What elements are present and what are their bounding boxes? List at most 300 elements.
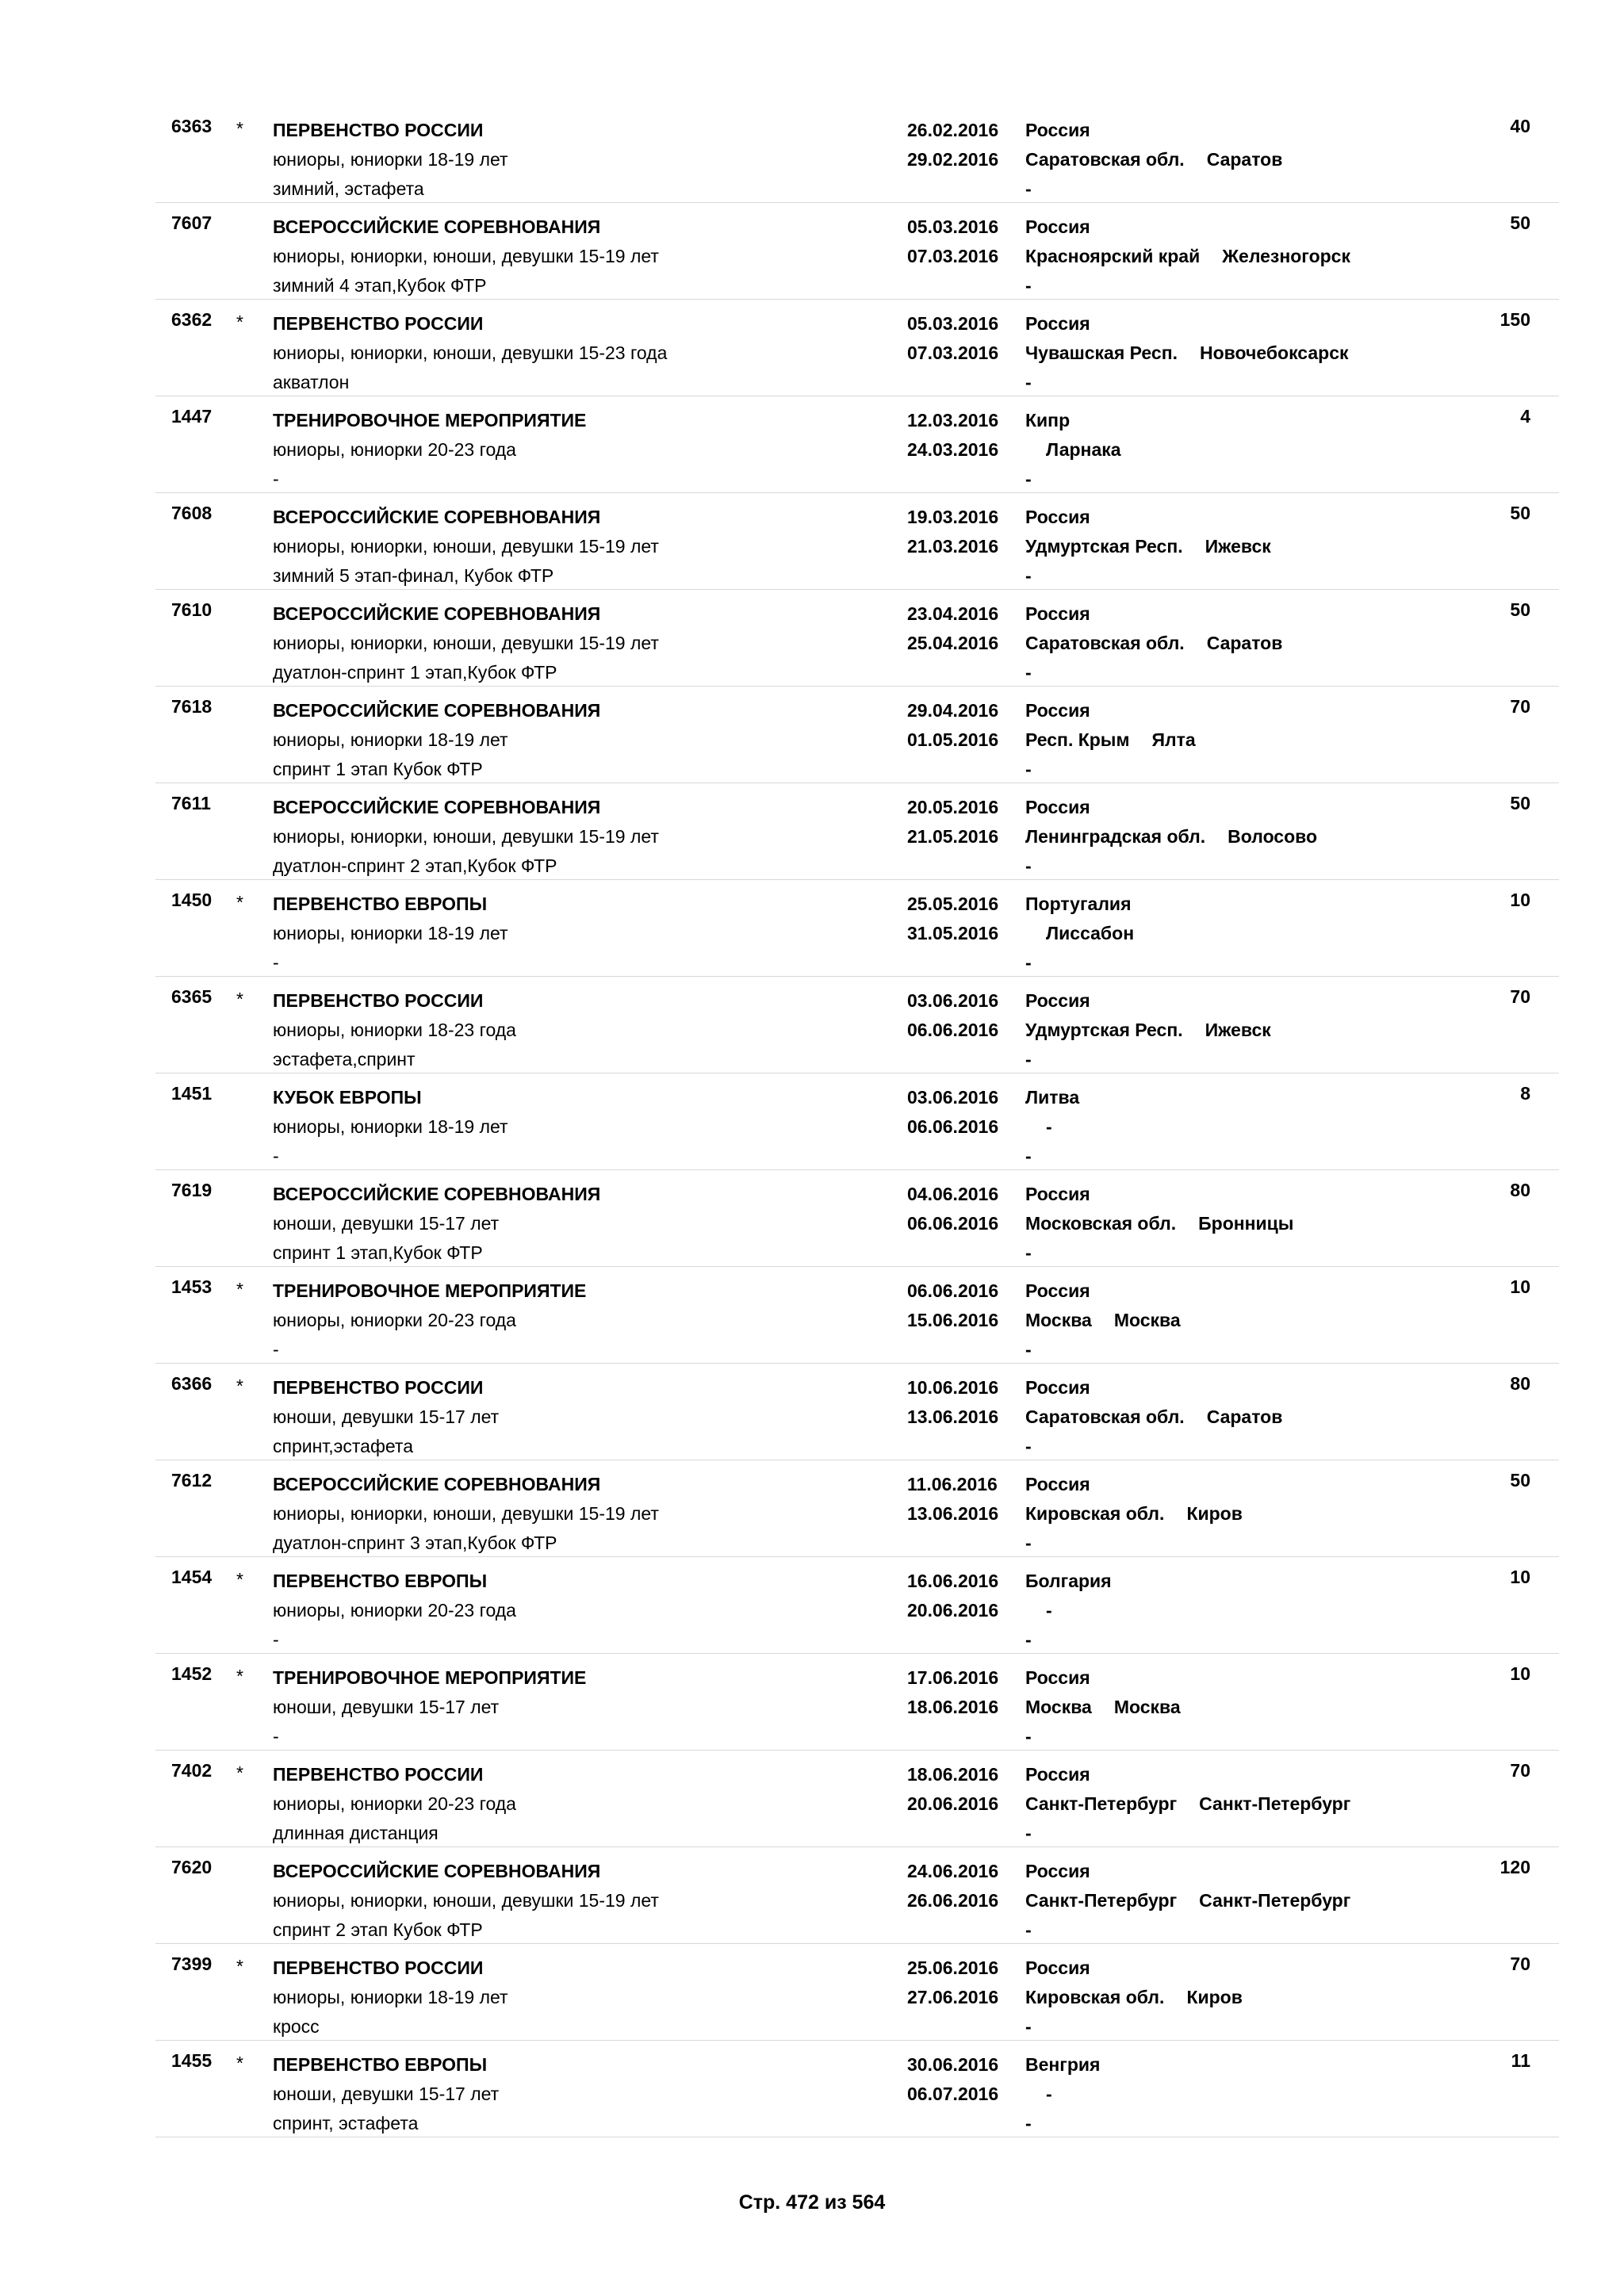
participant-count: 10 (1510, 890, 1530, 910)
location-country: Россия (1025, 1861, 1090, 1881)
event-note: - (273, 469, 279, 489)
location-country: Россия (1025, 120, 1090, 140)
event-age-group: юниоры, юниорки, юноши, девушки 15-19 лет (273, 1503, 659, 1524)
event-note: зимний 5 этап-финал, Кубок ФТР (273, 565, 554, 586)
date-from: 03.06.2016 (907, 990, 999, 1011)
event-note: дуатлон-спринт 2 этап,Кубок ФТР (273, 855, 557, 876)
location-city: Лиссабон (1046, 923, 1135, 943)
event-title: ВСЕРОССИЙСКИЕ СОРЕВНОВАНИЯ (273, 1184, 601, 1204)
date-from: 10.06.2016 (907, 1377, 999, 1398)
event-location (1025, 309, 1349, 397)
location-country: Россия (1025, 797, 1090, 817)
event-title: ПЕРВЕНСТВО РОССИИ (273, 1764, 484, 1785)
priority-star-icon: * (236, 312, 243, 332)
location-country: Литва (1025, 1087, 1080, 1108)
location-region: Саратовская обл. (1025, 633, 1185, 653)
location-country: Кипр (1025, 410, 1071, 430)
page-footer (0, 2191, 1624, 2214)
event-age-group: юниоры, юниорки, юноши, девушки 15-19 лет (273, 1890, 659, 1911)
location-city: Киров (1186, 1987, 1243, 2007)
location-city: Саратов (1206, 1406, 1283, 1427)
event-entry (155, 1170, 1559, 1267)
location-region: Красноярский край (1025, 246, 1201, 266)
priority-star-icon: * (236, 1956, 243, 1976)
event-info (273, 986, 516, 1074)
page-number: Стр. 472 из 564 (738, 2191, 886, 2214)
location-region-city (1025, 1112, 1079, 1142)
location-country: Португалия (1025, 894, 1132, 914)
date-from: 23.04.2016 (907, 603, 999, 624)
location-region: Удмуртская Респ. (1025, 536, 1183, 557)
event-id: 6366 (171, 1373, 213, 1394)
event-note: спринт,эстафета (273, 1436, 413, 1456)
event-note: спринт 1 этап Кубок ФТР (273, 759, 483, 779)
date-from: 06.06.2016 (907, 1280, 999, 1301)
date-from: 04.06.2016 (907, 1184, 999, 1204)
location-country: Россия (1025, 603, 1090, 624)
date-from: 05.03.2016 (907, 216, 999, 237)
participant-count: 8 (1520, 1083, 1530, 1104)
date-to: 07.03.2016 (907, 342, 999, 363)
priority-star-icon: * (236, 118, 243, 139)
location-city: Бронницы (1198, 1213, 1294, 1234)
event-dates (907, 1760, 998, 1819)
event-title: ВСЕРОССИЙСКИЕ СОРЕВНОВАНИЯ (273, 1861, 601, 1881)
event-age-group: юниоры, юниорки 18-19 лет (273, 923, 508, 943)
location-country: Венгрия (1025, 2054, 1101, 2075)
location-extra: - (1025, 372, 1032, 392)
location-region: Саратовская обл. (1025, 1406, 1185, 1427)
location-region-city (1025, 629, 1282, 658)
location-region: Санкт-Петербург (1025, 1890, 1178, 1911)
event-location (1025, 1373, 1282, 1461)
event-id: 6362 (171, 309, 213, 330)
event-info (273, 793, 659, 881)
location-extra: - (1025, 1823, 1032, 1843)
event-note: зимний, эстафета (273, 178, 424, 199)
location-city: - (1046, 1600, 1052, 1621)
event-entry (155, 880, 1559, 977)
event-entry (155, 590, 1559, 687)
location-region-city (1025, 1499, 1243, 1529)
location-city: Саратов (1206, 633, 1283, 653)
location-region-city (1025, 435, 1121, 465)
location-region-city (1025, 1693, 1181, 1722)
location-extra: - (1025, 662, 1032, 683)
event-dates (907, 309, 998, 368)
event-age-group: юноши, девушки 15-17 лет (273, 1697, 500, 1717)
location-extra: - (1025, 1436, 1032, 1456)
event-dates (907, 986, 998, 1045)
location-region-city (1025, 1016, 1271, 1045)
date-to: 20.06.2016 (907, 1793, 999, 1814)
event-info (273, 890, 508, 978)
event-info (273, 1954, 508, 2042)
event-title: ТРЕНИРОВОЧНОЕ МЕРОПРИЯТИЕ (273, 410, 587, 430)
participant-count: 70 (1510, 986, 1530, 1007)
date-from: 17.06.2016 (907, 1667, 999, 1688)
event-location (1025, 890, 1134, 978)
event-dates (907, 1373, 998, 1432)
event-id: 6363 (171, 116, 213, 136)
location-country: Россия (1025, 1280, 1090, 1301)
event-location (1025, 2050, 1100, 2138)
event-entry (155, 1751, 1559, 1847)
event-note: - (273, 952, 279, 973)
location-extra: - (1025, 275, 1032, 296)
event-info (273, 1373, 499, 1461)
location-region-city (1025, 1402, 1282, 1432)
event-age-group: юниоры, юниорки, юноши, девушки 15-19 лет (273, 826, 659, 847)
location-city: Ларнака (1046, 439, 1121, 460)
event-title: ВСЕРОССИЙСКИЕ СОРЕВНОВАНИЯ (273, 216, 601, 237)
event-note: - (273, 1629, 279, 1650)
location-extra: - (1025, 1629, 1032, 1650)
event-id: 7619 (171, 1180, 213, 1200)
location-city: Санкт-Петербург (1199, 1890, 1351, 1911)
location-region: Кировская обл. (1025, 1987, 1165, 2007)
location-extra: - (1025, 759, 1032, 779)
date-from: 29.04.2016 (907, 700, 999, 721)
location-city: Киров (1186, 1503, 1243, 1524)
priority-star-icon: * (236, 892, 243, 913)
event-location (1025, 1663, 1181, 1751)
event-dates (907, 1857, 998, 1915)
event-location (1025, 1954, 1243, 2042)
event-info (273, 503, 659, 591)
date-from: 20.05.2016 (907, 797, 999, 817)
event-entry (155, 1267, 1559, 1364)
event-location (1025, 793, 1317, 881)
event-age-group: юниоры, юниорки 20-23 года (273, 1600, 516, 1621)
date-from: 24.06.2016 (907, 1861, 999, 1881)
location-extra: - (1025, 1146, 1032, 1166)
date-from: 25.05.2016 (907, 894, 999, 914)
participant-count: 80 (1510, 1373, 1530, 1394)
date-to: 18.06.2016 (907, 1697, 999, 1717)
location-region: Санкт-Петербург (1025, 1793, 1178, 1814)
location-region-city (1025, 1789, 1350, 1819)
location-region-city (1025, 1306, 1181, 1335)
location-extra: - (1025, 469, 1032, 489)
event-note: дуатлон-спринт 1 этап,Кубок ФТР (273, 662, 557, 683)
location-country: Россия (1025, 216, 1090, 237)
location-region: Московская обл. (1025, 1213, 1177, 1234)
event-note: - (273, 1146, 279, 1166)
event-title: ПЕРВЕНСТВО РОССИИ (273, 313, 484, 334)
participant-count: 50 (1510, 1470, 1530, 1490)
location-city: Ижевск (1205, 536, 1271, 557)
event-id: 1453 (171, 1276, 213, 1297)
priority-star-icon: * (236, 1569, 243, 1590)
event-info (273, 1180, 600, 1268)
location-city: Москва (1113, 1310, 1181, 1330)
participant-count: 11 (1511, 2050, 1530, 2071)
participant-count: 150 (1500, 309, 1530, 330)
location-extra: - (1025, 952, 1032, 973)
event-dates (907, 116, 998, 174)
event-title: ВСЕРОССИЙСКИЕ СОРЕВНОВАНИЯ (273, 603, 601, 624)
location-extra: - (1025, 1726, 1032, 1747)
date-to: 21.03.2016 (907, 536, 999, 557)
participant-count: 50 (1510, 793, 1530, 813)
priority-star-icon: * (236, 1279, 243, 1299)
location-country: Болгария (1025, 1571, 1112, 1591)
event-info (273, 1760, 516, 1848)
location-city: Санкт-Петербург (1199, 1793, 1351, 1814)
event-note: дуатлон-спринт 3 этап,Кубок ФТР (273, 1533, 557, 1553)
location-extra: - (1025, 1919, 1032, 1940)
event-title: ВСЕРОССИЙСКИЕ СОРЕВНОВАНИЯ (273, 507, 601, 527)
event-note: эстафета,спринт (273, 1049, 416, 1070)
event-location (1025, 212, 1350, 300)
event-entry (155, 1364, 1559, 1460)
event-location (1025, 406, 1121, 494)
event-location (1025, 986, 1271, 1074)
event-info (273, 1663, 586, 1751)
event-note: зимний 4 этап,Кубок ФТР (273, 275, 487, 296)
location-country: Россия (1025, 700, 1090, 721)
event-note: - (273, 1726, 279, 1747)
event-entry (155, 493, 1559, 590)
event-dates (907, 2050, 998, 2109)
location-region-city (1025, 339, 1349, 368)
date-from: 30.06.2016 (907, 2054, 999, 2075)
location-country: Россия (1025, 313, 1090, 334)
event-title: ПЕРВЕНСТВО ЕВРОПЫ (273, 2054, 488, 2075)
location-region-city (1025, 822, 1317, 851)
date-from: 11.06.2016 (907, 1474, 998, 1494)
location-country: Россия (1025, 1474, 1090, 1494)
location-country: Россия (1025, 1764, 1090, 1785)
location-region-city (1025, 145, 1282, 174)
event-note: спринт 2 этап Кубок ФТР (273, 1919, 483, 1940)
event-id: 1455 (171, 2050, 213, 2071)
event-id: 7402 (171, 1760, 213, 1781)
event-id: 1452 (171, 1663, 213, 1684)
event-info (273, 696, 600, 784)
event-location (1025, 1470, 1243, 1558)
location-city: Железногорск (1222, 246, 1350, 266)
event-note: акватлон (273, 372, 350, 392)
event-dates (907, 503, 998, 561)
date-from: 16.06.2016 (907, 1571, 999, 1591)
event-location (1025, 503, 1271, 591)
location-city: Новочебоксарск (1200, 342, 1349, 363)
location-city: Ялта (1151, 729, 1196, 750)
location-country: Россия (1025, 1667, 1090, 1688)
event-info (273, 1470, 659, 1558)
event-note: - (273, 1339, 279, 1360)
date-to: 06.06.2016 (907, 1213, 999, 1234)
location-city: Москва (1113, 1697, 1181, 1717)
event-id: 7399 (171, 1954, 213, 1974)
location-region-city (1025, 532, 1271, 561)
participant-count: 40 (1510, 116, 1530, 136)
event-title: ВСЕРОССИЙСКИЕ СОРЕВНОВАНИЯ (273, 797, 601, 817)
event-entry (155, 1557, 1559, 1654)
location-region: Саратовская обл. (1025, 149, 1185, 170)
event-location (1025, 1180, 1293, 1268)
date-to: 07.03.2016 (907, 246, 999, 266)
priority-star-icon: * (236, 2053, 243, 2073)
participant-count: 50 (1510, 503, 1530, 523)
event-note: длинная дистанция (273, 1823, 439, 1843)
date-to: 01.05.2016 (907, 729, 999, 750)
event-id: 7608 (171, 503, 213, 523)
location-extra: - (1025, 1049, 1032, 1070)
event-title: ПЕРВЕНСТВО РОССИИ (273, 120, 484, 140)
event-age-group: юноши, девушки 15-17 лет (273, 1213, 500, 1234)
event-dates (907, 1663, 998, 1722)
event-info (273, 1083, 508, 1171)
location-region: Москва (1025, 1310, 1092, 1330)
event-age-group: юноши, девушки 15-17 лет (273, 2084, 500, 2104)
event-id: 7612 (171, 1470, 213, 1490)
event-id: 1451 (171, 1083, 213, 1104)
event-entry (155, 1847, 1559, 1944)
priority-star-icon: * (236, 1666, 243, 1686)
location-country: Россия (1025, 1377, 1090, 1398)
event-location (1025, 1760, 1350, 1848)
event-title: ТРЕНИРОВОЧНОЕ МЕРОПРИЯТИЕ (273, 1667, 587, 1688)
date-to: 31.05.2016 (907, 923, 999, 943)
event-dates (907, 212, 998, 271)
date-to: 20.06.2016 (907, 1600, 999, 1621)
event-entry (155, 203, 1559, 300)
event-info (273, 599, 659, 687)
location-region-city (1025, 1596, 1112, 1625)
event-location (1025, 1083, 1079, 1171)
event-entry (155, 977, 1559, 1073)
event-dates (907, 599, 998, 658)
event-id: 7610 (171, 599, 213, 620)
date-to: 21.05.2016 (907, 826, 999, 847)
event-title: ВСЕРОССИЙСКИЕ СОРЕВНОВАНИЯ (273, 700, 601, 721)
location-region: Кировская обл. (1025, 1503, 1165, 1524)
event-note: спринт, эстафета (273, 2113, 419, 2133)
location-extra: - (1025, 178, 1032, 199)
event-info (273, 1276, 586, 1364)
event-location (1025, 696, 1196, 784)
date-to: 27.06.2016 (907, 1987, 999, 2007)
event-age-group: юниоры, юниорки, юноши, девушки 15-23 года (273, 342, 668, 363)
location-city: Волосово (1228, 826, 1318, 847)
date-from: 25.06.2016 (907, 1957, 999, 1978)
date-to: 24.03.2016 (907, 439, 999, 460)
event-entry (155, 300, 1559, 396)
event-entry (155, 783, 1559, 880)
participant-count: 70 (1510, 696, 1530, 717)
location-region-city (1025, 242, 1350, 271)
location-extra: - (1025, 2016, 1032, 2037)
event-title: ПЕРВЕНСТВО РОССИИ (273, 990, 484, 1011)
event-title: ПЕРВЕНСТВО ЕВРОПЫ (273, 894, 488, 914)
location-city: Ижевск (1205, 1020, 1271, 1040)
event-dates (907, 1276, 998, 1335)
event-info (273, 1567, 516, 1655)
location-country: Россия (1025, 1184, 1090, 1204)
location-region-city (1025, 1886, 1350, 1915)
event-id: 1450 (171, 890, 213, 910)
event-age-group: юниоры, юниорки 20-23 года (273, 1793, 516, 1814)
event-id: 7611 (171, 793, 211, 813)
participant-count: 120 (1500, 1857, 1530, 1877)
date-to: 13.06.2016 (907, 1406, 999, 1427)
event-age-group: юниоры, юниорки 20-23 года (273, 1310, 516, 1330)
date-to: 29.02.2016 (907, 149, 999, 170)
location-extra: - (1025, 565, 1032, 586)
event-age-group: юниоры, юниорки, юноши, девушки 15-19 лет (273, 536, 659, 557)
event-age-group: юниоры, юниорки 18-19 лет (273, 729, 508, 750)
participant-count: 50 (1510, 212, 1530, 233)
date-from: 03.06.2016 (907, 1087, 999, 1108)
event-location (1025, 1857, 1350, 1945)
event-info (273, 1857, 659, 1945)
date-to: 06.06.2016 (907, 1116, 999, 1137)
event-location (1025, 1276, 1181, 1364)
event-age-group: юноши, девушки 15-17 лет (273, 1406, 500, 1427)
event-info (273, 212, 659, 300)
event-entry (155, 2041, 1559, 2137)
event-dates (907, 696, 998, 755)
location-country: Россия (1025, 507, 1090, 527)
event-dates (907, 1954, 998, 2012)
event-age-group: юниоры, юниорки 20-23 года (273, 439, 516, 460)
date-to: 13.06.2016 (907, 1503, 999, 1524)
event-location (1025, 116, 1282, 204)
location-country: Россия (1025, 990, 1090, 1011)
date-to: 06.06.2016 (907, 1020, 999, 1040)
event-info (273, 309, 667, 397)
priority-star-icon: * (236, 1762, 243, 1783)
date-to: 26.06.2016 (907, 1890, 999, 1911)
event-dates (907, 1470, 998, 1529)
date-to: 15.06.2016 (907, 1310, 999, 1330)
event-info (273, 406, 586, 494)
event-title: КУБОК ЕВРОПЫ (273, 1087, 422, 1108)
event-dates (907, 1567, 998, 1625)
event-id: 1447 (171, 406, 213, 427)
event-info (273, 116, 508, 204)
event-age-group: юниоры, юниорки 18-23 года (273, 1020, 516, 1040)
date-to: 25.04.2016 (907, 633, 999, 653)
event-id: 7607 (171, 212, 213, 233)
location-region: Ленинградская обл. (1025, 826, 1206, 847)
event-id: 6365 (171, 986, 213, 1007)
participant-count: 10 (1510, 1663, 1530, 1684)
event-info (273, 2050, 499, 2138)
location-region: Удмуртская Респ. (1025, 1020, 1183, 1040)
date-to: 06.07.2016 (907, 2084, 999, 2104)
event-age-group: юниоры, юниорки, юноши, девушки 15-19 лет (273, 633, 659, 653)
location-region: Москва (1025, 1697, 1092, 1717)
event-dates (907, 406, 998, 465)
location-region-city (1025, 1983, 1243, 2012)
participant-count: 80 (1510, 1180, 1530, 1200)
event-id: 7620 (171, 1857, 213, 1877)
participant-count: 50 (1510, 599, 1530, 620)
event-dates (907, 793, 998, 851)
participant-count: 70 (1510, 1760, 1530, 1781)
event-title: ПЕРВЕНСТВО РОССИИ (273, 1377, 484, 1398)
location-extra: - (1025, 2113, 1032, 2133)
location-region-city (1025, 919, 1134, 948)
participant-count: 10 (1510, 1276, 1530, 1297)
location-extra: - (1025, 855, 1032, 876)
event-id: 7618 (171, 696, 213, 717)
participant-count: 4 (1520, 406, 1530, 427)
